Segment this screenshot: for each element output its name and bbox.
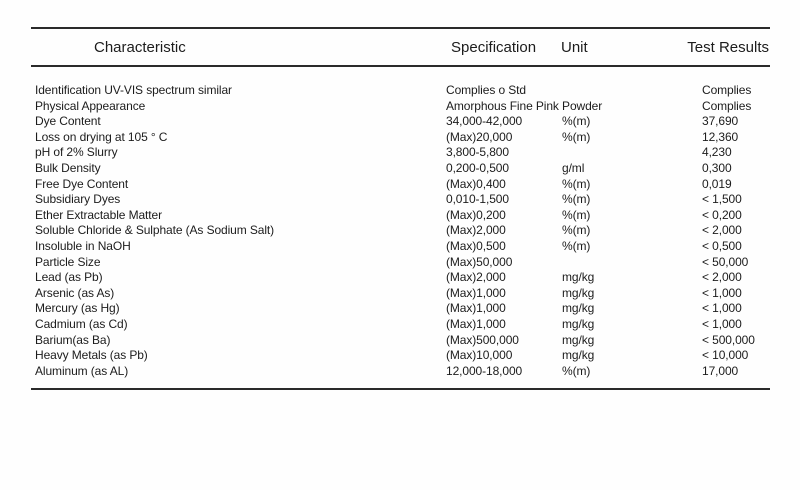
cell-specification: (Max)1,000 [446, 301, 506, 316]
cell-test-results: 37,690 [702, 114, 739, 129]
cell-unit: %(m) [562, 223, 591, 238]
cell-test-results: < 0,500 [702, 238, 742, 253]
table-row [31, 145, 770, 161]
cell-specification: 3,800-5,800 [446, 145, 509, 160]
cell-unit: mg/kg [562, 285, 595, 300]
cell-specification: (Max)0,500 [446, 238, 506, 253]
specification-table [31, 27, 770, 390]
cell-characteristic: Loss on drying at 105 ° C [35, 129, 168, 144]
cell-specification: (Max)50,000 [446, 254, 513, 269]
table-row [31, 99, 770, 115]
table-row [31, 317, 770, 333]
table-rows [31, 67, 770, 390]
cell-characteristic: Arsenic (as As) [35, 285, 115, 300]
table-row [31, 83, 770, 99]
table-row [31, 348, 770, 364]
cell-unit: %(m) [562, 114, 591, 129]
column-header-specification: Specification [451, 39, 537, 56]
cell-unit: mg/kg [562, 332, 595, 347]
cell-test-results: < 10,000 [702, 348, 749, 363]
cell-test-results: Complies [702, 98, 752, 113]
cell-test-results: 0,019 [702, 176, 732, 191]
cell-unit: mg/kg [562, 348, 595, 363]
cell-test-results: < 0,200 [702, 207, 742, 222]
cell-characteristic: Bulk Density [35, 160, 101, 175]
cell-specification: (Max)1,000 [446, 285, 506, 300]
cell-characteristic: Soluble Chloride & Sulphate (As Sodium Salt) [35, 223, 275, 238]
cell-characteristic: Insoluble in NaOH [35, 238, 131, 253]
column-header-characteristic: Characteristic [94, 39, 186, 56]
cell-test-results: 17,000 [702, 363, 739, 378]
cell-specification: 0,200-0,500 [446, 160, 509, 175]
cell-specification: (Max)0,200 [446, 207, 506, 222]
cell-characteristic: Physical Appearance [35, 98, 146, 113]
table-row [31, 223, 770, 239]
cell-test-results: 0,300 [702, 160, 732, 175]
cell-unit: %(m) [562, 363, 591, 378]
cell-specification: (Max)2,000 [446, 223, 506, 238]
table-row [31, 114, 770, 130]
cell-test-results: 4,230 [702, 145, 732, 160]
table-row [31, 239, 770, 255]
cell-test-results: < 2,000 [702, 223, 742, 238]
cell-test-results: < 500,000 [702, 332, 755, 347]
cell-specification: (Max)500,000 [446, 332, 519, 347]
cell-characteristic: Subsidiary Dyes [35, 192, 121, 207]
table-row [31, 286, 770, 302]
cell-characteristic: Particle Size [35, 254, 101, 269]
cell-specification: (Max)20,000 [446, 129, 513, 144]
cell-characteristic: pH of 2% Slurry [35, 145, 118, 160]
cell-specification: (Max)10,000 [446, 348, 513, 363]
table-row [31, 270, 770, 286]
cell-characteristic: Cadmium (as Cd) [35, 316, 128, 331]
cell-test-results: < 1,000 [702, 285, 742, 300]
cell-unit: mg/kg [562, 301, 595, 316]
cell-specification: (Max)0,400 [446, 176, 506, 191]
cell-specification: Amorphous Fine Pink Powder [446, 98, 603, 113]
table-row [31, 333, 770, 349]
cell-test-results: < 50,000 [702, 254, 749, 269]
table-row [31, 208, 770, 224]
cell-test-results: 12,360 [702, 129, 739, 144]
cell-unit: %(m) [562, 207, 591, 222]
table-row [31, 130, 770, 146]
cell-specification: (Max)1,000 [446, 316, 506, 331]
cell-characteristic: Heavy Metals (as Pb) [35, 348, 148, 363]
table-row [31, 192, 770, 208]
cell-unit: g/ml [562, 160, 585, 175]
column-header-unit: Unit [561, 39, 588, 56]
cell-specification: Complies o Std [446, 83, 526, 97]
column-header-test-results: Test Results [687, 39, 769, 56]
table-row [31, 177, 770, 193]
table-row [31, 255, 770, 271]
cell-test-results: < 2,000 [702, 270, 742, 285]
cell-test-results: < 1,000 [702, 316, 742, 331]
cell-test-results: < 1,500 [702, 192, 742, 207]
cell-characteristic: Lead (as Pb) [35, 270, 103, 285]
cell-unit: %(m) [562, 176, 591, 191]
table-row [31, 301, 770, 317]
cell-unit: %(m) [562, 238, 591, 253]
cell-specification: 34,000-42,000 [446, 114, 523, 129]
cell-unit: %(m) [562, 192, 591, 207]
cell-characteristic: Barium(as Ba) [35, 332, 111, 347]
cell-characteristic: Ether Extractable Matter [35, 207, 162, 222]
table-row [31, 161, 770, 177]
table-row [31, 364, 770, 380]
cell-characteristic: Dye Content [35, 114, 101, 129]
cell-characteristic: Mercury (as Hg) [35, 301, 120, 316]
cell-unit: %(m) [562, 129, 591, 144]
cell-characteristic: Identification UV-VIS spectrum similar [35, 83, 232, 97]
cell-specification: 0,010-1,500 [446, 192, 509, 207]
cell-characteristic: Free Dye Content [35, 176, 129, 191]
cell-unit: mg/kg [562, 316, 595, 331]
cell-unit: mg/kg [562, 270, 595, 285]
cell-specification: (Max)2,000 [446, 270, 506, 285]
table-header-row [31, 29, 770, 67]
cell-test-results: < 1,000 [702, 301, 742, 316]
cell-specification: 12,000-18,000 [446, 363, 523, 378]
cell-characteristic: Aluminum (as AL) [35, 363, 129, 378]
cell-test-results: Complies [702, 83, 752, 97]
